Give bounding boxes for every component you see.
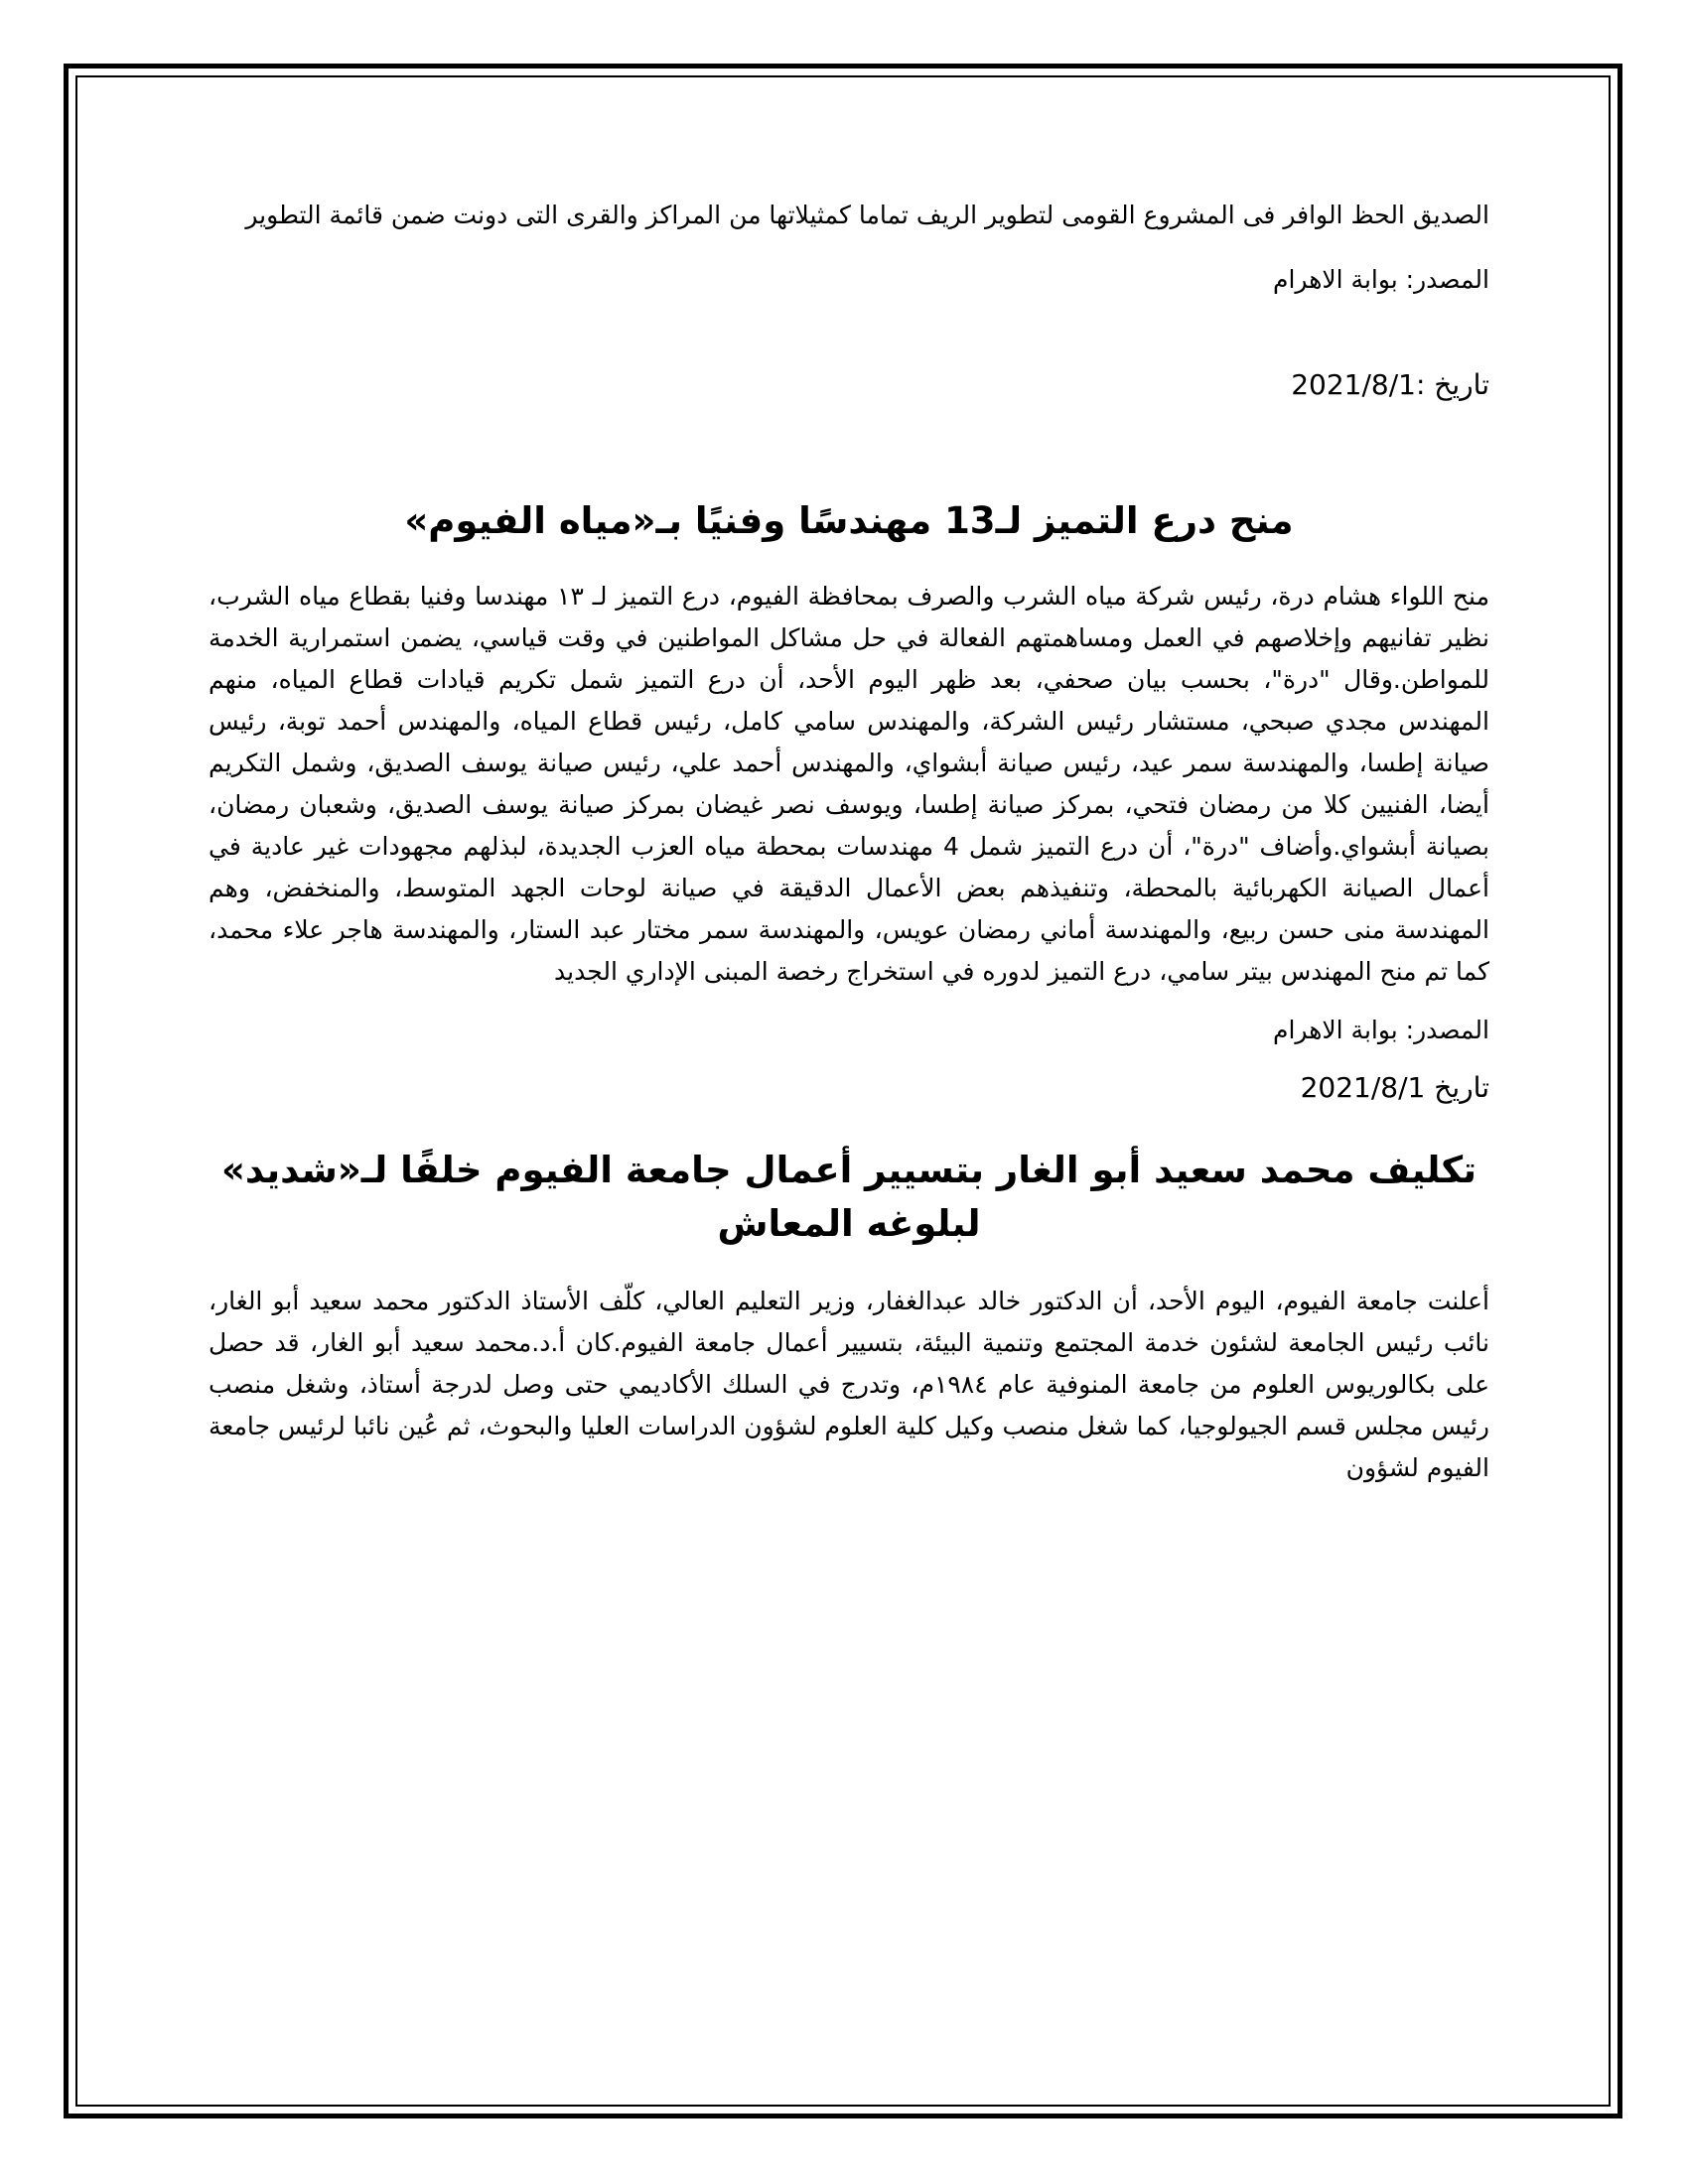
article-1-source: المصدر: بوابة الاهرام (1273, 1016, 1489, 1044)
article-2-body: أعلنت جامعة الفيوم، اليوم الأحد، أن الدكتور خالد عبدالغفار، وزير التعليم العالي، كلّف الأستاذ الدكتور محمد سعيد أبو الغار، نائب رئيس الجامعة لشئون خدمة المجتمع وتنمية البيئة، بتسيير أعمال جامعة الفيوم.كان أ.د.محمد سعيد أبو الغار، قد حصل على بكالوريوس العلوم من جامعة المنوفية عام ١٩٨٤م، وتدرج في السلك الأكاديمي حتى وصل لدرجة أستاذ، وشغل منصب رئيس مجلس قسم الجيولوجيا، كما شغل منصب وكيل كلية العلوم لشؤون الدراسات العليا والبحوث، ثم عُين نائبا لرئيس جامعة الفيوم لشؤون (209, 1287, 1490, 1482)
article-2-headline: تكليف محمد سعيد أبو الغار بتسيير أعمال جامعة الفيوم خلفًا لـ«شديد» لبلوغه المعاش (220, 1149, 1477, 1245)
document-content (209, 195, 1489, 1489)
source-line: المصدر: بوابة الاهرام (1273, 265, 1489, 294)
date-line: تاريخ :2021/8/1 (1291, 368, 1489, 401)
article-1-date: تاريخ 2021/8/1 (1300, 1071, 1489, 1104)
article-1-headline: منح درع التميز لـ13 مهندسًا وفنيًا بـ«مياه الفيوم» (404, 499, 1294, 542)
intro-paragraph: الصديق الحظ الوافر فى المشروع القومى لتطوير الريف تماما كمثيلاتها من المراكز والقرى التى دونت ضمن قائمة التطوير (245, 201, 1489, 229)
article-1-body: منح اللواء هشام درة، رئيس شركة مياه الشرب والصرف بمحافظة الفيوم، درع التميز لـ ١٣ مهندسا وفنيا بقطاع مياه الشرب، نظير تفانيهم وإخلاصهم في العمل ومساهمتهم الفعالة في حل مشاكل المواطنين في وقت قياسي، يضمن استمرارية الخدمة للمواطن.وقال "درة"، بحسب بيان صحفي، بعد ظهر اليوم الأحد، أن درع التميز شمل تكريم قيادات قطاع المياه، منهم المهندس مجدي صبحي، مستشار رئيس الشركة، والمهندس سامي كامل، رئيس قطاع المياه، والمهندس أحمد توبة، رئيس صيانة إطسا، والمهندسة سمر عيد، رئيس صيانة أبشواي، والمهندس أحمد علي، رئيس صيانة يوسف الصديق، وشمل التكريم أيضا، الفنيين كلا من رمضان فتحي، بمركز صيانة إطسا، ويوسف نصر غيضان بمركز صيانة يوسف الصديق، وشعبان رمضان، بصيانة أبشواي.وأضاف "درة"، أن درع التميز شمل 4 مهندسات بمحطة مياه العزب الجديدة، لبذلهم مجهودات غير عادية في أعمال الصيانة الكهربائية بالمحطة، وتنفيذهم بعض الأعمال الدقيقة في صيانة لوحات الجهد المتوسط، والمنخفض، وهم المهندسة منى حسن ربيع، والمهندسة أماني رمضان عويس، والمهندسة سمر مختار عبد الستار، والمهندسة هاجر علاء محمد، كما تم منح المهندس بيتر سامي، درع التميز لدوره في استخراج رخصة المبنى الإداري الجديد (209, 582, 1489, 986)
